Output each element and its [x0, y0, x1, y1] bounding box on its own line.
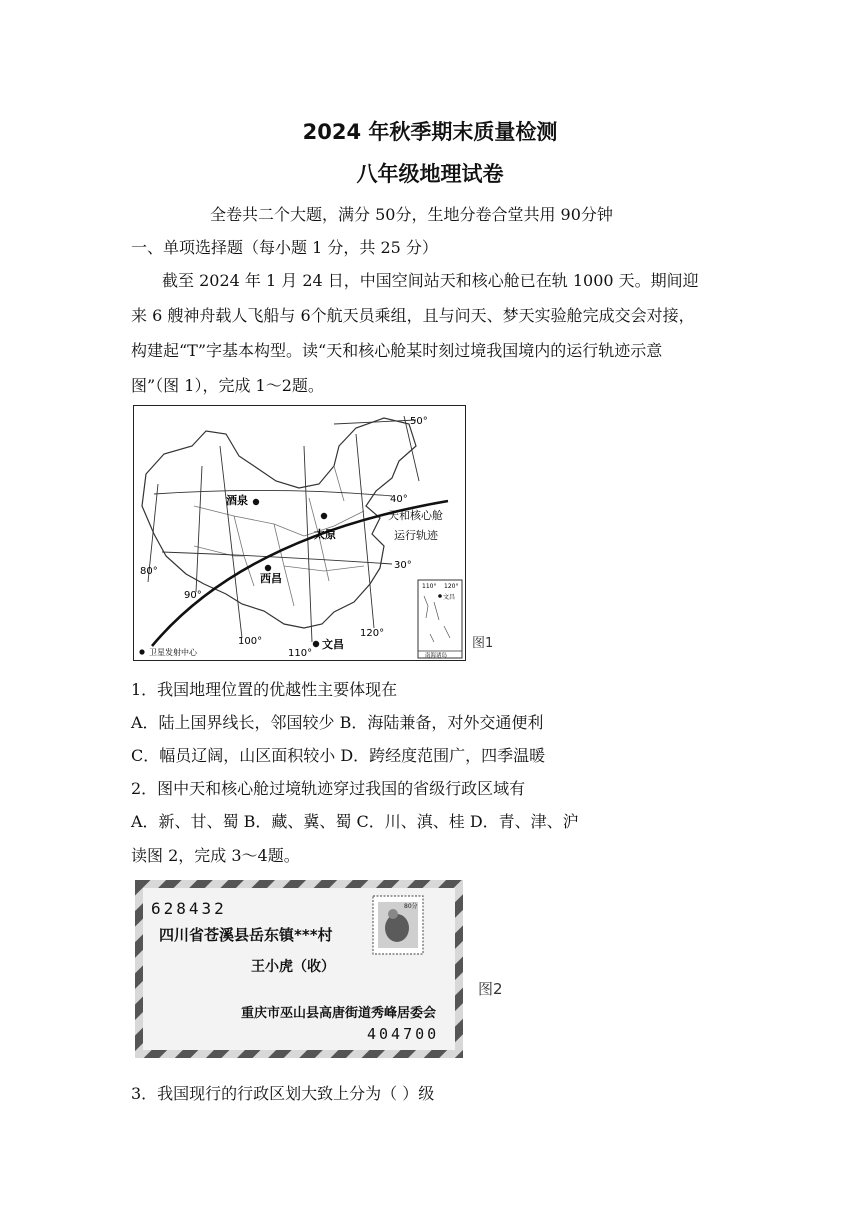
page-subtitle: 八年级地理试卷 — [356, 162, 504, 186]
label-lon120: 120° — [360, 628, 385, 639]
label-orbit-1: 天和核心舱 — [388, 509, 443, 522]
q3-stem: 3．我国现行的行政区划大致上分为（ ）级 — [131, 1084, 435, 1103]
inset-city: 文昌 — [443, 594, 456, 601]
label-lon110: 110° — [288, 648, 313, 659]
figure-1-map — [133, 405, 466, 661]
label-lat40: 40° — [390, 494, 408, 505]
postcode-to: 628432 — [151, 899, 227, 918]
inset-lon1: 110° — [422, 583, 437, 590]
label-lon80: 80° — [140, 566, 158, 577]
taiyuan-dot — [321, 513, 327, 519]
jiuquan-dot — [253, 499, 259, 505]
label-wenchang: 文昌 — [322, 638, 344, 651]
label-orbit-2: 运行轨迹 — [394, 529, 438, 542]
intro-line-4: 图”（图 1），完成 1～2题。 — [131, 376, 324, 395]
figure-1-caption: 图1 — [472, 636, 494, 651]
label-taiyuan: 太原 — [314, 528, 336, 541]
label-xichang: 西昌 — [260, 572, 282, 585]
read-figure-2: 读图 2，完成 3～4题。 — [131, 846, 300, 865]
page-title: 2024 年秋季期末质量检测 — [302, 120, 558, 144]
legend-text: 卫星发射中心 — [149, 648, 197, 657]
label-lat50: 50° — [410, 416, 428, 427]
figure-2-envelope — [135, 880, 463, 1058]
wenchang-dot — [313, 641, 319, 647]
label-lon100: 100° — [238, 636, 263, 647]
q1-options-line-1: A．陆上国界线长，邻国较少 B．海陆兼备，对外交通便利 — [131, 713, 544, 732]
intro-line-1: 截至 2024 年 1 月 24 日，中国空间站天和核心舱已在轨 1000 天。期间迎 — [162, 271, 699, 290]
postcode-from: 404700 — [367, 1025, 440, 1043]
exam-info: 全卷共二个大题，满分 50分，生地分卷合堂共用 90分钟 — [210, 205, 613, 224]
china-map-svg — [134, 406, 465, 660]
legend-dot — [139, 649, 144, 654]
orbit-path — [152, 501, 448, 646]
inset-caption: 南海诸岛 — [425, 653, 448, 659]
intro-line-2: 来 6 艘神舟载人飞船与 6个航天员乘组，且与问天、梦天实验舱完成交会对接， — [131, 306, 695, 325]
q1-stem: 1．我国地理位置的优越性主要体现在 — [131, 680, 398, 699]
label-lat30: 30° — [394, 560, 412, 571]
label-jiuquan: 酒泉 — [226, 494, 248, 507]
stamp-value: 80分 — [404, 903, 418, 910]
figure-2-caption: 图2 — [478, 980, 503, 998]
xichang-dot — [265, 565, 271, 571]
intro-line-3: 构建起“T”字基本构型。读“天和核心舱某时刻过境我国境内的运行轨迹示意 — [131, 341, 663, 360]
inset-lon2: 120° — [444, 583, 459, 590]
section-heading: 一、单项选择题（每小题 1 分，共 25 分） — [131, 238, 438, 257]
recipient-name: 王小虎（收） — [251, 959, 335, 975]
address-to: 四川省苍溪县岳东镇***村 — [159, 926, 333, 944]
q2-stem: 2．图中天和核心舱过境轨迹穿过我国的省级行政区域有 — [131, 779, 526, 798]
q2-options: A．新、甘、蜀 B．藏、冀、蜀 C．川、滇、桂 D．青、津、沪 — [131, 812, 579, 831]
address-from: 重庆市巫山县高唐街道秀峰居委会 — [241, 1006, 437, 1021]
label-lon90: 90° — [184, 590, 202, 601]
q1-options-line-2: C．幅员辽阔，山区面积较小 D．跨经度范围广，四季温暖 — [131, 746, 546, 765]
